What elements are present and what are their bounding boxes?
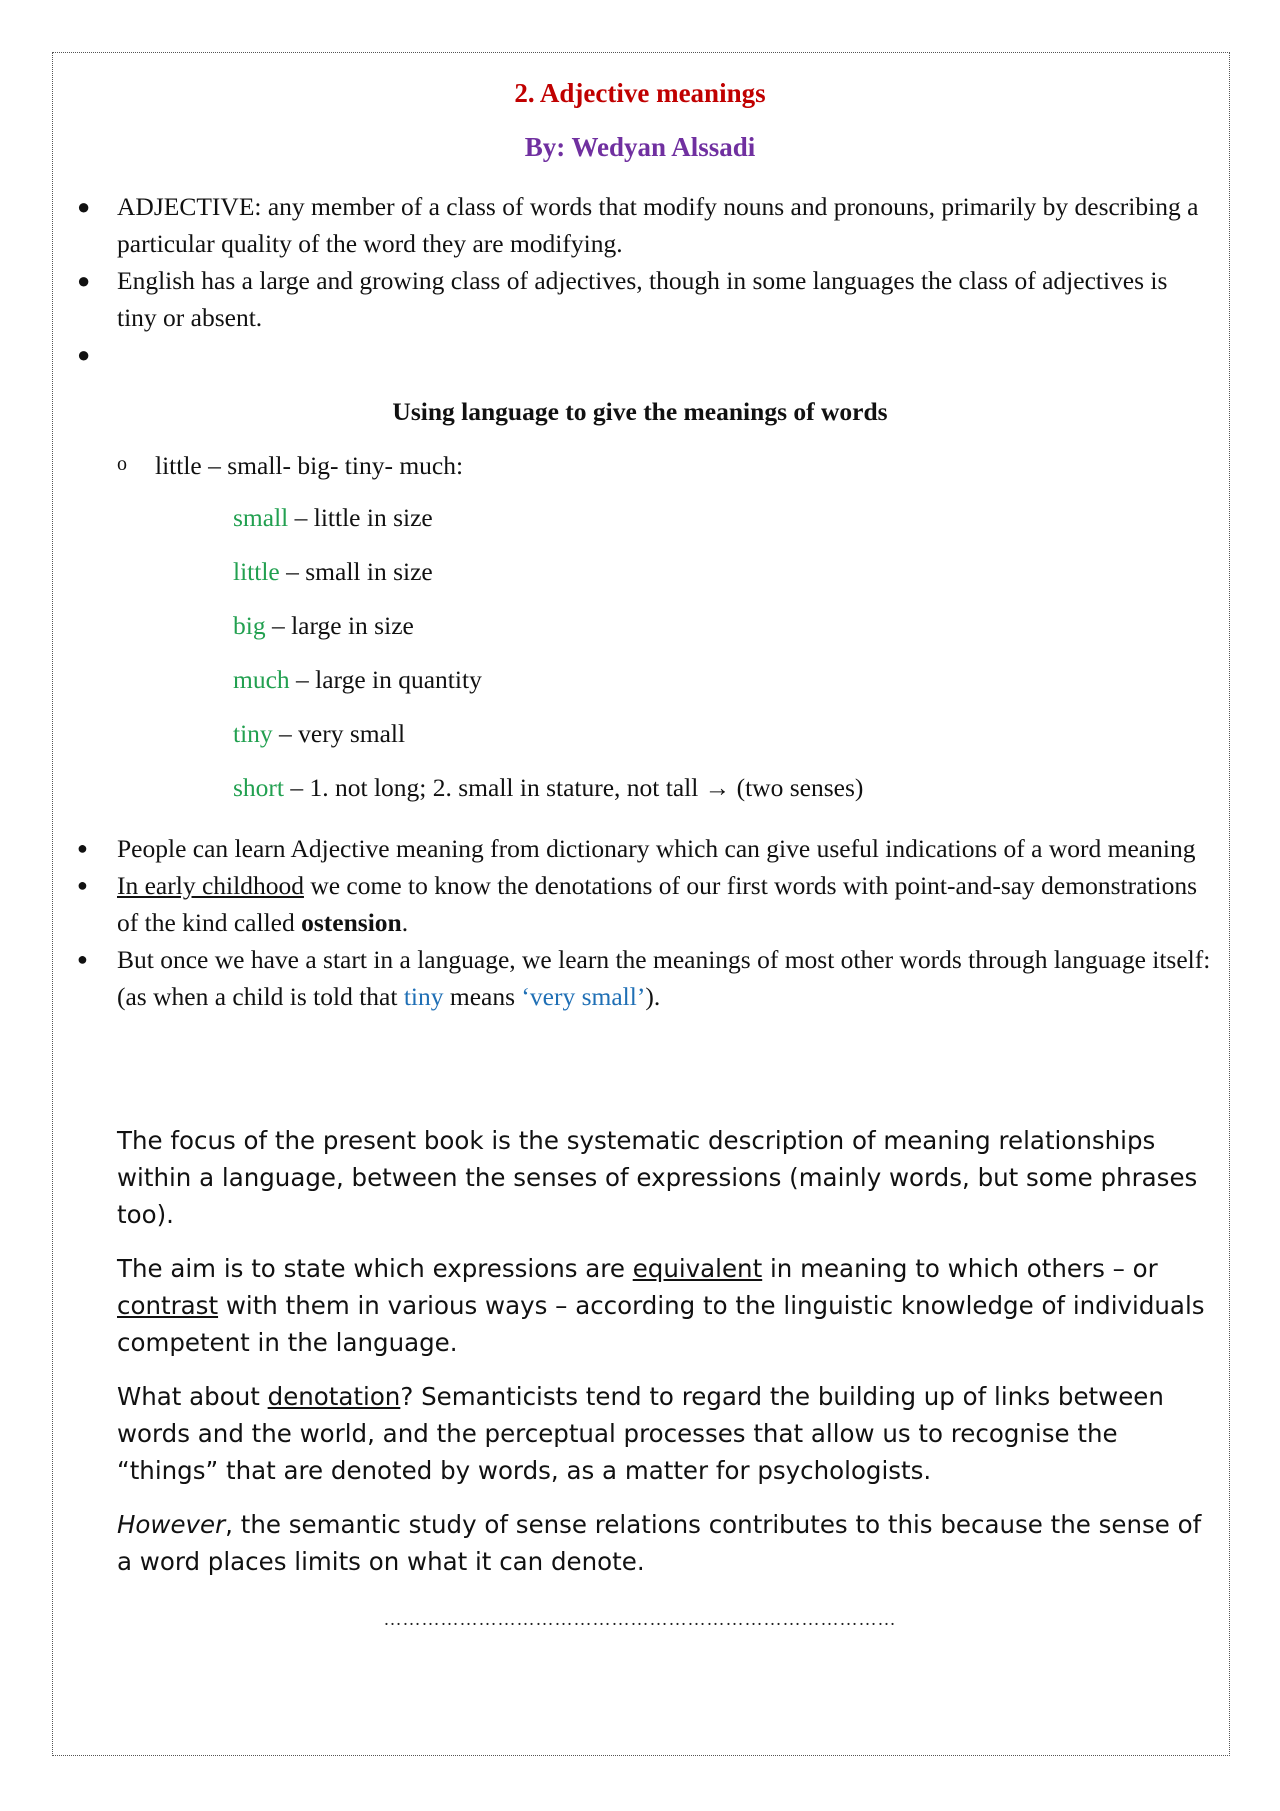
definition-term: small <box>233 503 289 532</box>
definition-meaning: – large in quantity <box>289 665 482 694</box>
underlined-term: denotation <box>267 1382 401 1411</box>
bullet-text-end: ). <box>645 982 661 1011</box>
list-item <box>77 867 1212 941</box>
definition-meaning: – small in size <box>279 557 433 586</box>
example-meaning: ‘very small’ <box>521 982 646 1011</box>
definition-meaning: – little in size <box>288 503 433 532</box>
definition-meaning: – very small <box>272 719 406 748</box>
definition-list <box>233 503 863 827</box>
sub-list-item <box>117 451 464 481</box>
list-item <box>77 830 1212 867</box>
dotted-separator: ……………………………………………………………………… <box>383 1609 897 1629</box>
definition-item <box>233 665 863 719</box>
bullet-icon: ● <box>77 342 91 367</box>
paragraph-text: with them in various ways – according to the linguistic knowledge of individuals competent in the language. <box>117 1291 1205 1357</box>
definition-item <box>233 611 863 665</box>
sub-item-text: little – small- big- tiny- much: <box>155 451 464 480</box>
definition-item <box>233 503 863 557</box>
bullet-text: ADJECTIVE: any member of a class of words that modify nouns and pronouns, primarily by describing a particular quality of the word they are modifying. <box>117 192 1199 258</box>
bullet-text: People can learn Adjective meaning from dictionary which can give useful indications of a word meaning <box>117 834 1196 863</box>
bullet-text: we come to know the denotations of our first words with point-and-say demonstrations of the kind called <box>117 871 1198 937</box>
bullet-icon: ● <box>77 838 88 858</box>
paragraph-text: The aim is to state which expressions are <box>117 1254 633 1283</box>
bullet-text: But once we have a start in a language, we learn the meanings of most other words through language itself: (as when a child is told that <box>117 945 1211 1011</box>
bullet-text-mid: means <box>443 982 522 1011</box>
list-item <box>77 262 1207 336</box>
italic-word: However <box>117 1510 226 1539</box>
discussion-paragraphs <box>117 1122 1207 1597</box>
bullet-text-end: . <box>401 908 409 937</box>
underlined-term: contrast <box>117 1291 219 1320</box>
definition-item <box>233 557 863 611</box>
paragraph <box>117 1250 1207 1361</box>
definition-term: short <box>233 773 284 802</box>
bullet-text: English has a large and growing class of adjectives, though in some languages the class of adjectives is tiny or absent. <box>117 266 1168 332</box>
definition-meaning: – 1. not long; 2. small in stature, not tall → (two senses) <box>284 773 864 802</box>
example-word: tiny <box>403 982 444 1011</box>
definition-term: much <box>233 665 290 694</box>
definition-meaning: – large in size <box>265 611 414 640</box>
document-author: By: Wedyan Alssadi <box>524 132 756 162</box>
definition-item <box>233 719 863 773</box>
definition-term: little <box>233 557 280 586</box>
paragraph-text: ? Semanticists tend to regard the building up of links between words and the world, and the perceptual processes that allow us to recognise the “things” that are denoted by words, as a matter for psychologists. <box>117 1382 1164 1485</box>
intro-bullet-list <box>77 188 1207 373</box>
paragraph-text: in meaning to which others – or <box>762 1254 1158 1283</box>
bullet-icon: ● <box>77 194 91 219</box>
paragraph-text: What about <box>117 1382 268 1411</box>
paragraph <box>117 1378 1207 1489</box>
paragraph-text: The focus of the present book is the systematic description of meaning relationships within a language, between the senses of expressions (mainly words, but some phrases too). <box>117 1126 1198 1229</box>
underlined-term: equivalent <box>632 1254 763 1283</box>
paragraph <box>117 1506 1207 1580</box>
bullet-icon: ● <box>77 949 88 969</box>
list-item <box>77 336 1207 373</box>
hollow-bullet-icon: o <box>117 453 127 475</box>
document-title: 2. Adjective meanings <box>514 78 766 108</box>
section-heading: Using language to give the meanings of words <box>392 397 888 426</box>
bullet-icon: ● <box>77 268 91 293</box>
bold-term: ostension <box>301 908 402 937</box>
underlined-phrase: In early childhood <box>117 871 304 900</box>
paragraph <box>117 1122 1207 1233</box>
paragraph-text: , the semantic study of sense relations contributes to this because the sense of a word places limits on what it can denote. <box>117 1510 1202 1576</box>
definition-term: tiny <box>233 719 273 748</box>
definition-item <box>233 773 863 827</box>
learning-bullet-list <box>77 830 1212 1015</box>
bullet-icon: ● <box>77 875 88 895</box>
definition-term: big <box>233 611 266 640</box>
list-item <box>77 188 1207 262</box>
list-item <box>77 941 1212 1015</box>
